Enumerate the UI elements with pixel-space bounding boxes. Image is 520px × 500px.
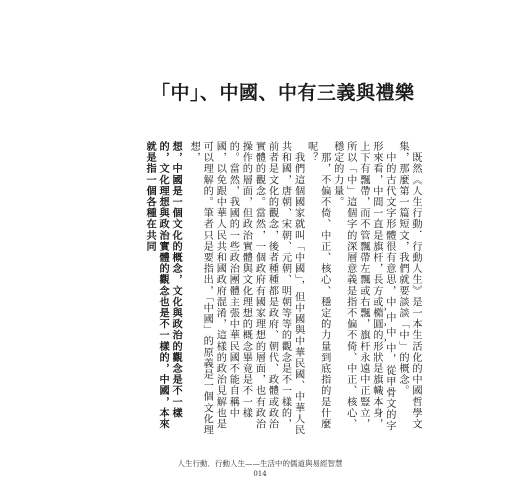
- paragraph-question: 那，不偏不倚、中正、核心、穩定的力量到底指的是什麼呢？: [305, 141, 330, 430]
- paragraph-character-form: 中的古代文字形體很有意思，中ꞈ中ꞈ中ꞈ中，從甲骨文的字形來看，中間一直是旗杆，長方或橢圓的形狀是旗幟本身，上下有飄帶，而不管飄帶左飄或右飄，旗杆永遠中正豎立，所以「中」這個字的深層意義是指不偏不倚、中正、核心、穩定的力量。: [331, 141, 395, 432]
- page-footer: [140, 458, 380, 480]
- chapter-title: 「中」、中國、中有三義與禮樂: [151, 81, 415, 104]
- page-number: 014: [253, 470, 267, 478]
- paragraph-emphasis: 想，中國是一個文化的概念，文化與政治的觀念是不一樣的，文化理想與政治實體的觀念也是不一樣的，中國，本來就是指一個各種在共同: [144, 141, 183, 430]
- paragraph-intro: 既然《人生行動．行動人生》是一本生活化的中國哲學文集，那麼第一篇短文，我們就要談談「中」的概念。: [396, 141, 421, 430]
- paragraph-china-concept: 我們這個國家就叫「中國」，但中國與中華民國、中華人民共和國，唐朝、宋朝、元朝、明朝等等的觀念是不一樣的，前者是文化的觀念，後者種種都是政府、朝代、政體或政治實體的觀念。當然，一個政府有國家理想的層面，也有政治操作的層面，但政治實體與文化理想的概念畢竟是不一樣的。當然，我國的一些政治團體主張中華民國不能自稱中國，以免跟中華人民共和國政府混淆，這樣的政治見解也是可以理解的。筆者只是要指出，「中國」的原義是一個文化理想，: [188, 141, 304, 436]
- running-footer-title: 人生行動．行動人生——生活中的儒道與易經智慧: [177, 459, 343, 468]
- body-text: [120, 141, 422, 437]
